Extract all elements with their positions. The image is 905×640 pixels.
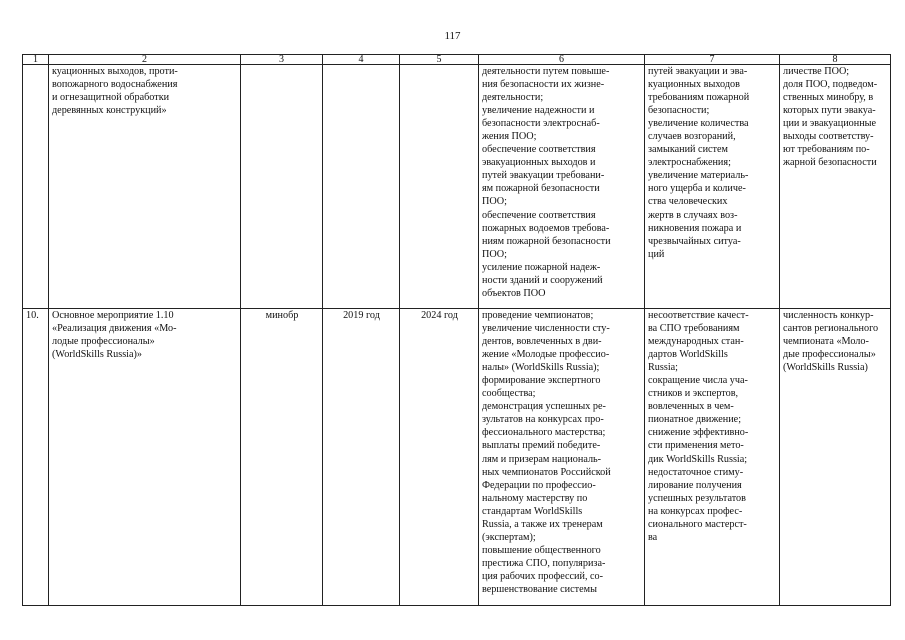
- header-cell: 7: [645, 55, 780, 65]
- row-number-cell: 10.: [23, 309, 49, 606]
- header-cell: 5: [400, 55, 479, 65]
- indicator-cell: личестве ПОО; доля ПОО, подведом- ственных минобру, в которых пути эвакуа- ции и эвакуационные выходы соответству- ют требованиям по- жарной безопасности: [780, 65, 891, 309]
- measure-name-cell: Основное мероприятие 1.10 «Реализация движения «Мо- лодые профессионалы» (WorldSkills Russia)»: [49, 309, 241, 606]
- header-row: [23, 55, 891, 65]
- end-year-cell: [400, 65, 479, 309]
- header-cell: 2: [49, 55, 241, 65]
- measures-table: [22, 54, 891, 606]
- consequences-cell: несоответствие качест- ва СПО требованиям международных стан- дартов WorldSkills Russia; сокращение числа уча- стников и экспертов, вовлеченных в чем- пионатное движение; снижение эффективно- сти применения мето- дик WorldSkills Russia; недостаточное стиму- лирование получения успешных результатов на конкурсах профес- сионального мастерст- ва: [645, 309, 780, 606]
- expected-result-cell: проведение чемпионатов; увеличение численности сту- дентов, вовлеченных в дви- жение «Молодые профессио- налы» (WorldSkills Russia); формирование экспертного сообщества; демонстрация успешных ре- зультатов на конкурсах про- фессионального мастерства; выплаты премий победите- лям и призерам националь- ных чемпионатов Российской Федерации по профессио- нальному мастерству по стандартам WorldSkills Russia, а также их тренерам (экспертам); повышение общественного престижа СПО, популяриза- ция рабочих профессий, со- вершенствование системы: [479, 309, 645, 606]
- table-row: [23, 65, 891, 309]
- measure-name-cell: куационных выходов, проти- вопожарного водоснабжения и огнезащитной обработки деревянных конструкций»: [49, 65, 241, 309]
- start-year-cell: 2019 год: [323, 309, 400, 606]
- header-cell: 6: [479, 55, 645, 65]
- consequences-cell: путей эвакуации и эва- куационных выходов требованиям пожарной безопасности; увеличение количества случаев возгораний, замыканий систем электроснабжения; увеличение материаль- ного ущерба и количе- ства человеческих жертв в случаях воз- никновения пожара и чрезвычайных ситуа- ций: [645, 65, 780, 309]
- row-number-cell: [23, 65, 49, 309]
- start-year-cell: [323, 65, 400, 309]
- executor-cell: [241, 65, 323, 309]
- expected-result-cell: деятельности путем повыше- ния безопасности их жизне- деятельности; увеличение надежности и безопасности электроснаб- жения ПОО; обеспечение соответствия эвакуационных выходов и путей эвакуации требовани- ям пожарной безопасности ПОО; обеспечение соответствия пожарных водоемов требова- ниям пожарной безопасности ПОО; усиление пожарной надеж- ности зданий и сооружений объектов ПОО: [479, 65, 645, 309]
- page-number: 117: [444, 30, 461, 42]
- indicator-cell: численность конкур- сантов регионального чемпионата «Моло- дые профессионалы» (WorldSkills Russia): [780, 309, 891, 606]
- header-cell: 4: [323, 55, 400, 65]
- executor-cell: минобр: [241, 309, 323, 606]
- end-year-cell: 2024 год: [400, 309, 479, 606]
- table-row: [23, 309, 891, 606]
- header-cell: 1: [23, 55, 49, 65]
- header-cell: 3: [241, 55, 323, 65]
- header-cell: 8: [780, 55, 891, 65]
